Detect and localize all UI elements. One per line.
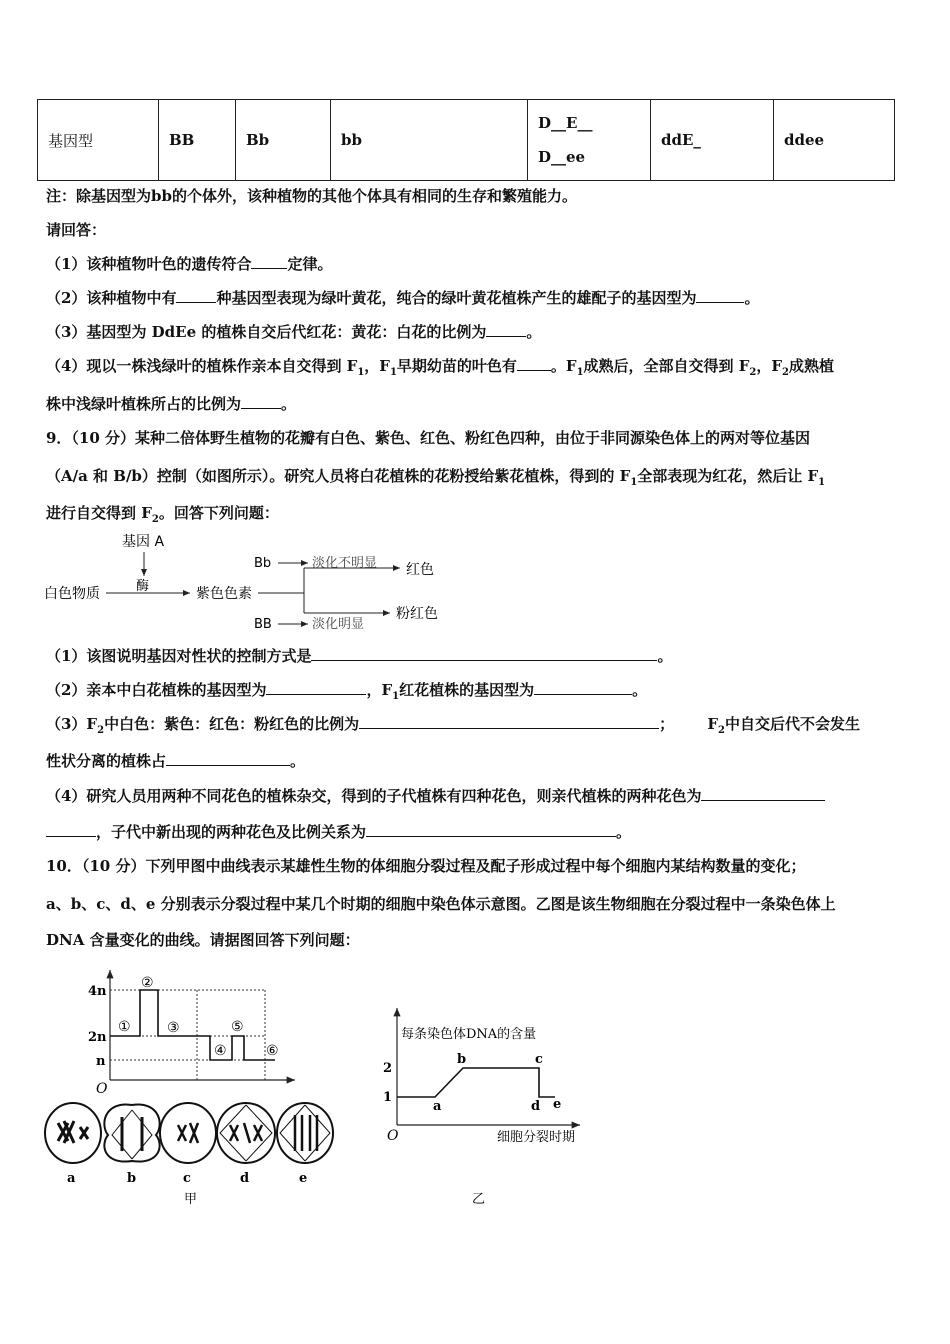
yi-point-c: c (535, 1052, 543, 1067)
jia-n-label: n (96, 1054, 106, 1069)
cell-b-label: b (127, 1171, 137, 1186)
cell-c-label: c (183, 1171, 191, 1186)
table-cell: ddE_ (651, 100, 774, 181)
red-label: 红色 (406, 562, 434, 578)
q8-part3: （3）基因型为 DdEe 的植株自交后代红花：黄花：白花的比例为 。 (46, 323, 542, 341)
q9-intro-3: 进行自交得到 $F_2$。回答下列问题： (46, 504, 279, 525)
cell-d-label: d (240, 1171, 250, 1186)
table-cell: ddee (774, 100, 895, 181)
purple-pigment-label: 紫色色素 (196, 586, 252, 602)
q8-part4: （4）现以一株浅绿叶的植株作亲本自交得到 $F_1$，$F_1$早期幼苗的叶色有 。$F_1$成熟后，全部自交得到 $F_2$，$F_2$成熟植 (46, 357, 835, 378)
yi-xlabel: 细胞分裂时期 (497, 1130, 576, 1145)
light-upper-label: 淡化不明显 (312, 556, 378, 571)
q9-part1: （1）该图说明基因对性状的控制方式是 。 (46, 647, 673, 665)
q10-intro-1: 10．（10 分）下列甲图中曲线表示某雄性生物的体细胞分裂过程及配子形成过程中每个细胞内某结构数量的变化； (46, 857, 806, 875)
cell-b (104, 1105, 159, 1162)
jia-origin: O (96, 1081, 108, 1097)
table-cell (528, 100, 651, 181)
jia-caption: 甲 (184, 1192, 198, 1207)
q8-part1: （1）该种植物叶色的遗传符合 定律。 (46, 255, 333, 273)
jia-2n-label: 2n (88, 1030, 107, 1045)
cell-d (217, 1103, 275, 1163)
yi-point-e: e (553, 1097, 562, 1112)
bb-upper-label: Bb (254, 556, 272, 571)
white-substance-label: 白色物质 (44, 586, 100, 602)
q9-part4-cont: ，子代中新出现的两种花色及比例关系为 。 (46, 822, 631, 842)
cell-e-label: e (299, 1171, 308, 1186)
genotype-de-lower: D__ee (538, 148, 586, 166)
stage-5: ⑤ (231, 1019, 244, 1035)
q8-part2: （2）该种植物中有 种基因型表现为绿叶黄花，纯合的绿叶黄花植株产生的雄配子的基因型为 。 (46, 289, 760, 307)
genotype-table (37, 99, 895, 181)
yi-point-d: d (531, 1099, 541, 1114)
q9-intro-1: 9．（10 分）某种二倍体野生植物的花瓣有白色、紫色、红色、粉红色四种，由位于非同源染色体上的两对等位基因 (46, 429, 811, 447)
pigment-pathway-diagram (40, 528, 460, 638)
jia-4n-label: 4n (88, 984, 107, 999)
figure-jia (40, 965, 340, 1215)
stage-2: ② (141, 975, 154, 991)
stage-4: ④ (214, 1043, 227, 1059)
q9-intro-2: （A/a 和 B/b）控制（如图所示）。研究人员将白花植株的花粉授给紫花植株，得到的 $F_1$全部表现为红花，然后让 $F_1$ (46, 467, 826, 488)
cell-e (277, 1103, 333, 1163)
yi-point-a: a (433, 1099, 442, 1114)
yi-y2-label: 2 (383, 1061, 393, 1076)
enzyme-label: 酶 (136, 579, 150, 594)
table-cell: bb (331, 100, 528, 181)
table-cell: Bb (236, 100, 331, 181)
cell-a-label: a (67, 1171, 76, 1186)
q8-part4-cont: 株中浅绿叶植株所占的比例为 。 (46, 395, 297, 413)
yi-title: 每条染色体DNA的含量 (401, 1027, 537, 1042)
light-lower-label: 淡化明显 (312, 617, 365, 632)
pink-label: 粉红色 (396, 606, 438, 622)
q9-part2: （2）亲本中白花植株的基因型为 ，$F_1$红花植株的基因型为 。 (46, 681, 648, 702)
cell-a (45, 1103, 101, 1163)
cell-c (160, 1103, 216, 1163)
table-cell: 基因型 (38, 100, 159, 181)
yi-curve (397, 1068, 555, 1097)
yi-origin: O (387, 1128, 399, 1144)
jia-curve (110, 990, 275, 1060)
yi-point-b: b (457, 1052, 467, 1067)
q9-part3: $(3)F_2$中白色：紫色：红色：粉红色的比例为 ； $F_2$中自交后代不会发生 (46, 715, 860, 736)
table-cell: BB (159, 100, 236, 181)
yi-caption: 乙 (472, 1192, 486, 1207)
table-note: 注：除基因型为bb的个体外，该种植物的其他个体具有相同的生存和繁殖能力。 (46, 187, 577, 205)
yi-y1-label: 1 (383, 1090, 393, 1105)
stage-3: ③ (167, 1020, 180, 1036)
q9-part3-cont: 性状分离的植株占 。 (46, 752, 306, 770)
q9-part4: （4）研究人员用两种不同花色的植株杂交，得到的子代植株有四种花色，则亲代植株的两种花色为 (46, 786, 825, 806)
stage-6: ⑥ (266, 1043, 279, 1059)
q10-intro-2: a、b、c、d、e 分别表示分裂过程中某几个时期的细胞中染色体示意图。乙图是该生物细胞在分裂过程中一条染色体上 (46, 895, 836, 913)
q10-intro-3: DNA 含量变化的曲线。请据图回答下列问题： (46, 931, 360, 949)
answer-prompt: 请回答： (46, 221, 107, 239)
genotype-de-upper: D__E__ (538, 114, 593, 132)
figure-yi (375, 1000, 605, 1210)
stage-1: ① (118, 1019, 131, 1035)
gene-a-label: 基因 A (122, 534, 165, 550)
bb-lower-label: BB (254, 617, 272, 632)
